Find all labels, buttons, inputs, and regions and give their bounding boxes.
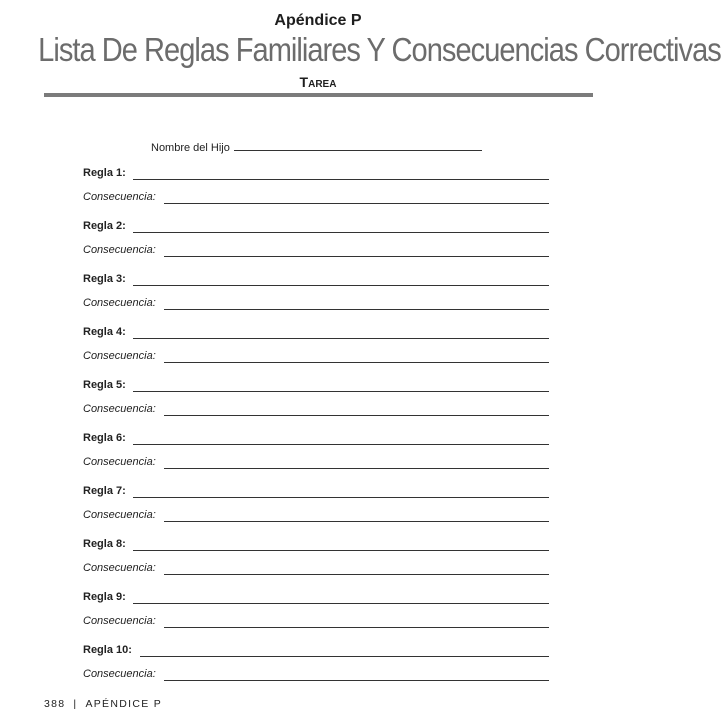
rule-input-line[interactable] <box>133 444 549 445</box>
rule-input-line[interactable] <box>140 656 549 657</box>
rule-input-line[interactable] <box>133 550 549 551</box>
consequence-label: Consecuencia: <box>83 562 156 574</box>
rule-label: Regla 5: <box>83 379 126 391</box>
consequence-label: Consecuencia: <box>83 668 156 680</box>
consequence-label: Consecuencia: <box>83 350 156 362</box>
consequence-input-line[interactable] <box>164 309 549 310</box>
consequence-input-line[interactable] <box>164 256 549 257</box>
consequence-label: Consecuencia: <box>83 244 156 256</box>
rule-label: Regla 6: <box>83 432 126 444</box>
page-number: 388 <box>44 698 66 710</box>
rule-input-line[interactable] <box>133 338 549 339</box>
consequence-label: Consecuencia: <box>83 191 156 203</box>
rule-input-line[interactable] <box>133 179 549 180</box>
consequence-label: Consecuencia: <box>83 615 156 627</box>
rule-label: Regla 8: <box>83 538 126 550</box>
footer-separator: | <box>73 698 78 710</box>
page-subtitle: Tarea <box>299 74 337 90</box>
consequence-label: Consecuencia: <box>83 403 156 415</box>
rule-label: Regla 10: <box>83 644 132 656</box>
page-footer <box>44 698 162 710</box>
rule-label: Regla 2: <box>83 220 126 232</box>
consequence-input-line[interactable] <box>164 468 549 469</box>
child-name-input-line[interactable] <box>234 150 482 151</box>
child-name-label: Nombre del Hijo <box>151 142 230 154</box>
rule-input-line[interactable] <box>133 391 549 392</box>
consequence-input-line[interactable] <box>164 680 549 681</box>
consequence-input-line[interactable] <box>164 362 549 363</box>
consequence-input-line[interactable] <box>164 574 549 575</box>
rule-input-line[interactable] <box>133 232 549 233</box>
consequence-input-line[interactable] <box>164 415 549 416</box>
page-title: Lista De Reglas Familiares Y Consecuencias Correctivas <box>38 31 721 68</box>
rule-label: Regla 1: <box>83 167 126 179</box>
rule-label: Regla 4: <box>83 326 126 338</box>
consequence-input-line[interactable] <box>164 521 549 522</box>
child-name-row <box>151 138 482 154</box>
header-divider <box>44 93 593 97</box>
rule-input-line[interactable] <box>133 285 549 286</box>
rule-label: Regla 7: <box>83 485 126 497</box>
rule-input-line[interactable] <box>133 497 549 498</box>
appendix-heading: Apéndice P <box>274 12 362 29</box>
footer-section: APÉNDICE P <box>85 698 163 710</box>
rule-label: Regla 9: <box>83 591 126 603</box>
consequence-label: Consecuencia: <box>83 509 156 521</box>
rule-label: Regla 3: <box>83 273 126 285</box>
consequence-label: Consecuencia: <box>83 456 156 468</box>
consequence-input-line[interactable] <box>164 203 549 204</box>
consequence-input-line[interactable] <box>164 627 549 628</box>
consequence-label: Consecuencia: <box>83 297 156 309</box>
rule-input-line[interactable] <box>133 603 549 604</box>
